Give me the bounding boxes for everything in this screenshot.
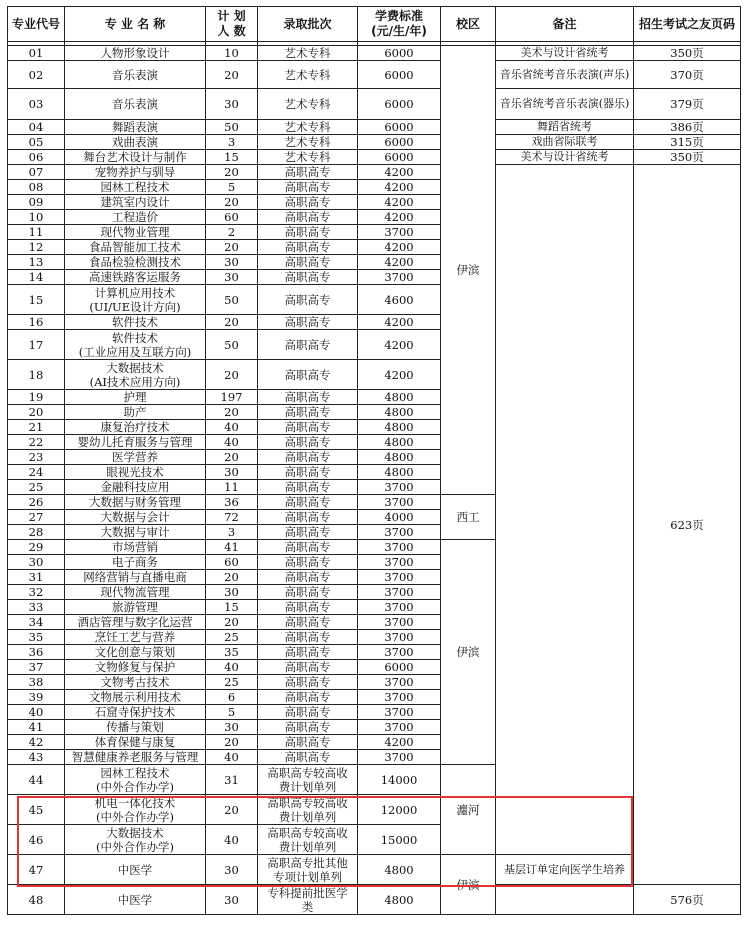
admission-plan-table bbox=[7, 6, 741, 915]
batch-cell: 艺术专科 bbox=[258, 150, 358, 165]
name-cell: 金融科技应用 bbox=[65, 480, 206, 495]
name-cell: 婴幼儿托育服务与管理 bbox=[65, 435, 206, 450]
name-cell: 现代物业管理 bbox=[65, 225, 206, 240]
header-row bbox=[8, 7, 741, 42]
fee-cell: 3700 bbox=[358, 525, 441, 540]
batch-cell: 高职高专较高收 费计划单列 bbox=[258, 795, 358, 825]
name-cell: 文化创意与策划 bbox=[65, 645, 206, 660]
plan-cell: 40 bbox=[206, 660, 258, 675]
code-cell: 39 bbox=[8, 690, 65, 705]
batch-cell: 高职高专 bbox=[258, 690, 358, 705]
code-cell: 13 bbox=[8, 255, 65, 270]
name-cell: 现代物流管理 bbox=[65, 585, 206, 600]
code-cell: 38 bbox=[8, 675, 65, 690]
fee-cell: 4800 bbox=[358, 390, 441, 405]
admission-plan-table-container bbox=[7, 6, 740, 915]
fee-cell: 3700 bbox=[358, 570, 441, 585]
batch-cell: 高职高专 bbox=[258, 390, 358, 405]
note-cell bbox=[496, 165, 634, 855]
fee-cell: 4200 bbox=[358, 210, 441, 225]
plan-cell: 30 bbox=[206, 465, 258, 480]
name-cell: 中医学 bbox=[65, 885, 206, 915]
plan-cell: 3 bbox=[206, 525, 258, 540]
code-cell: 34 bbox=[8, 615, 65, 630]
fee-cell: 3700 bbox=[358, 225, 441, 240]
plan-cell: 41 bbox=[206, 540, 258, 555]
plan-cell: 2 bbox=[206, 225, 258, 240]
fee-cell: 14000 bbox=[358, 765, 441, 795]
plan-cell: 36 bbox=[206, 495, 258, 510]
fee-cell: 3700 bbox=[358, 720, 441, 735]
plan-cell: 50 bbox=[206, 120, 258, 135]
batch-cell: 高职高专 bbox=[258, 225, 358, 240]
fee-cell: 4800 bbox=[358, 405, 441, 420]
batch-cell: 艺术专科 bbox=[258, 46, 358, 61]
fee-cell: 4200 bbox=[358, 165, 441, 180]
batch-cell: 高职高专 bbox=[258, 270, 358, 285]
batch-cell: 高职高专 bbox=[258, 285, 358, 315]
fee-cell: 3700 bbox=[358, 495, 441, 510]
code-cell: 32 bbox=[8, 585, 65, 600]
batch-cell: 高职高专 bbox=[258, 495, 358, 510]
campus-cell: 伊滨 bbox=[441, 855, 496, 915]
fee-cell: 3700 bbox=[358, 480, 441, 495]
fee-cell: 3700 bbox=[358, 645, 441, 660]
batch-cell: 高职高专 bbox=[258, 750, 358, 765]
name-cell: 大数据与财务管理 bbox=[65, 495, 206, 510]
batch-cell: 高职高专 bbox=[258, 675, 358, 690]
code-cell: 04 bbox=[8, 120, 65, 135]
batch-cell: 高职高专 bbox=[258, 360, 358, 390]
name-cell: 文物修复与保护 bbox=[65, 660, 206, 675]
plan-cell: 31 bbox=[206, 765, 258, 795]
plan-cell: 20 bbox=[206, 450, 258, 465]
name-cell: 文物考古技术 bbox=[65, 675, 206, 690]
plan-cell: 20 bbox=[206, 315, 258, 330]
header-fee: 学费标准 (元/生/年) bbox=[358, 7, 441, 42]
name-cell: 园林工程技术 bbox=[65, 180, 206, 195]
code-cell: 27 bbox=[8, 510, 65, 525]
plan-cell: 15 bbox=[206, 600, 258, 615]
plan-cell: 20 bbox=[206, 240, 258, 255]
fee-cell: 4800 bbox=[358, 420, 441, 435]
batch-cell: 高职高专 bbox=[258, 210, 358, 225]
batch-cell: 高职高专 bbox=[258, 660, 358, 675]
name-cell: 大数据与审计 bbox=[65, 525, 206, 540]
code-cell: 37 bbox=[8, 660, 65, 675]
note-cell: 美术与设计省统考 bbox=[496, 150, 634, 165]
page-cell: 623页 bbox=[634, 165, 741, 885]
fee-cell: 3700 bbox=[358, 750, 441, 765]
plan-cell: 30 bbox=[206, 585, 258, 600]
name-cell: 文物展示利用技术 bbox=[65, 690, 206, 705]
code-cell: 18 bbox=[8, 360, 65, 390]
name-cell: 中医学 bbox=[65, 855, 206, 885]
fee-cell: 4200 bbox=[358, 180, 441, 195]
fee-cell: 6000 bbox=[358, 46, 441, 61]
page-cell: 370页 bbox=[634, 61, 741, 89]
batch-cell: 艺术专科 bbox=[258, 89, 358, 120]
fee-cell: 4800 bbox=[358, 435, 441, 450]
plan-cell: 35 bbox=[206, 645, 258, 660]
fee-cell: 6000 bbox=[358, 150, 441, 165]
code-cell: 30 bbox=[8, 555, 65, 570]
batch-cell: 高职高专 bbox=[258, 705, 358, 720]
fee-cell: 4200 bbox=[358, 195, 441, 210]
name-cell: 人物形象设计 bbox=[65, 46, 206, 61]
batch-cell: 艺术专科 bbox=[258, 135, 358, 150]
code-cell: 05 bbox=[8, 135, 65, 150]
header-note: 备注 bbox=[496, 7, 634, 42]
name-cell: 戏曲表演 bbox=[65, 135, 206, 150]
fee-cell: 6000 bbox=[358, 660, 441, 675]
code-cell: 28 bbox=[8, 525, 65, 540]
plan-cell: 50 bbox=[206, 285, 258, 315]
code-cell: 48 bbox=[8, 885, 65, 915]
table-row bbox=[8, 165, 741, 180]
code-cell: 23 bbox=[8, 450, 65, 465]
fee-cell: 4200 bbox=[358, 240, 441, 255]
table-row bbox=[8, 46, 741, 61]
batch-cell: 高职高专 bbox=[258, 480, 358, 495]
code-cell: 15 bbox=[8, 285, 65, 315]
name-cell: 舞台艺术设计与制作 bbox=[65, 150, 206, 165]
code-cell: 11 bbox=[8, 225, 65, 240]
fee-cell: 6000 bbox=[358, 120, 441, 135]
fee-cell: 12000 bbox=[358, 795, 441, 825]
plan-cell: 20 bbox=[206, 615, 258, 630]
name-cell: 软件技术 bbox=[65, 315, 206, 330]
fee-cell: 3700 bbox=[358, 675, 441, 690]
batch-cell: 高职高专 bbox=[258, 570, 358, 585]
campus-cell: 伊滨 bbox=[441, 46, 496, 495]
fee-cell: 4800 bbox=[358, 855, 441, 885]
name-cell: 大数据技术 (AI技术应用方向) bbox=[65, 360, 206, 390]
fee-cell: 3700 bbox=[358, 540, 441, 555]
batch-cell: 高职高专 bbox=[258, 405, 358, 420]
code-cell: 47 bbox=[8, 855, 65, 885]
plan-cell: 20 bbox=[206, 570, 258, 585]
code-cell: 44 bbox=[8, 765, 65, 795]
name-cell: 软件技术 (工业应用及互联方向) bbox=[65, 330, 206, 360]
name-cell: 建筑室内设计 bbox=[65, 195, 206, 210]
fee-cell: 3700 bbox=[358, 615, 441, 630]
name-cell: 园林工程技术 (中外合作办学) bbox=[65, 765, 206, 795]
plan-cell: 40 bbox=[206, 435, 258, 450]
batch-cell: 高职高专 bbox=[258, 630, 358, 645]
plan-cell: 6 bbox=[206, 690, 258, 705]
plan-cell: 5 bbox=[206, 705, 258, 720]
fee-cell: 4800 bbox=[358, 885, 441, 915]
plan-cell: 10 bbox=[206, 46, 258, 61]
fee-cell: 6000 bbox=[358, 61, 441, 89]
table-row bbox=[8, 89, 741, 120]
fee-cell: 3700 bbox=[358, 630, 441, 645]
name-cell: 音乐表演 bbox=[65, 89, 206, 120]
batch-cell: 高职高专 bbox=[258, 720, 358, 735]
name-cell: 计算机应用技术 (UI/UE设计方向) bbox=[65, 285, 206, 315]
batch-cell: 高职高专 bbox=[258, 525, 358, 540]
code-cell: 12 bbox=[8, 240, 65, 255]
batch-cell: 高职高专 bbox=[258, 180, 358, 195]
fee-cell: 4200 bbox=[358, 255, 441, 270]
code-cell: 16 bbox=[8, 315, 65, 330]
name-cell: 医学营养 bbox=[65, 450, 206, 465]
batch-cell: 高职高专 bbox=[258, 450, 358, 465]
fee-cell: 3700 bbox=[358, 555, 441, 570]
code-cell: 14 bbox=[8, 270, 65, 285]
campus-cell: 西工 bbox=[441, 495, 496, 540]
code-cell: 20 bbox=[8, 405, 65, 420]
name-cell: 智慧健康养老服务与管理 bbox=[65, 750, 206, 765]
name-cell: 护理 bbox=[65, 390, 206, 405]
plan-cell: 11 bbox=[206, 480, 258, 495]
plan-cell: 20 bbox=[206, 795, 258, 825]
page-cell: 315页 bbox=[634, 135, 741, 150]
name-cell: 网络营销与直播电商 bbox=[65, 570, 206, 585]
table-row bbox=[8, 885, 741, 915]
code-cell: 43 bbox=[8, 750, 65, 765]
plan-cell: 50 bbox=[206, 330, 258, 360]
plan-cell: 30 bbox=[206, 89, 258, 120]
fee-cell: 4800 bbox=[358, 450, 441, 465]
batch-cell: 高职高专 bbox=[258, 255, 358, 270]
fee-cell: 3700 bbox=[358, 690, 441, 705]
code-cell: 41 bbox=[8, 720, 65, 735]
fee-cell: 3700 bbox=[358, 705, 441, 720]
fee-cell: 3700 bbox=[358, 270, 441, 285]
code-cell: 36 bbox=[8, 645, 65, 660]
code-cell: 09 bbox=[8, 195, 65, 210]
batch-cell: 高职高专较高收 费计划单列 bbox=[258, 825, 358, 855]
code-cell: 06 bbox=[8, 150, 65, 165]
header-code: 专业代号 bbox=[8, 7, 65, 42]
plan-cell: 20 bbox=[206, 195, 258, 210]
campus-cell: 伊滨 bbox=[441, 540, 496, 765]
code-cell: 03 bbox=[8, 89, 65, 120]
code-cell: 46 bbox=[8, 825, 65, 855]
page-cell: 576页 bbox=[634, 885, 741, 915]
batch-cell: 艺术专科 bbox=[258, 61, 358, 89]
page-cell: 350页 bbox=[634, 46, 741, 61]
plan-cell: 40 bbox=[206, 420, 258, 435]
fee-cell: 4200 bbox=[358, 735, 441, 750]
fee-cell: 4800 bbox=[358, 465, 441, 480]
plan-cell: 40 bbox=[206, 750, 258, 765]
name-cell: 石窟寺保护技术 bbox=[65, 705, 206, 720]
note-cell: 美术与设计省统考 bbox=[496, 46, 634, 61]
table-row bbox=[8, 855, 741, 885]
plan-cell: 20 bbox=[206, 735, 258, 750]
batch-cell: 高职高专 bbox=[258, 165, 358, 180]
batch-cell: 高职高专 bbox=[258, 510, 358, 525]
fee-cell: 3700 bbox=[358, 600, 441, 615]
batch-cell: 高职高专 bbox=[258, 330, 358, 360]
code-cell: 21 bbox=[8, 420, 65, 435]
name-cell: 宠物养护与驯导 bbox=[65, 165, 206, 180]
name-cell: 旅游管理 bbox=[65, 600, 206, 615]
code-cell: 19 bbox=[8, 390, 65, 405]
code-cell: 31 bbox=[8, 570, 65, 585]
name-cell: 电子商务 bbox=[65, 555, 206, 570]
code-cell: 24 bbox=[8, 465, 65, 480]
name-cell: 工程造价 bbox=[65, 210, 206, 225]
batch-cell: 高职高专 bbox=[258, 585, 358, 600]
note-cell: 戏曲省际联考 bbox=[496, 135, 634, 150]
batch-cell: 高职高专 bbox=[258, 645, 358, 660]
plan-cell: 20 bbox=[206, 405, 258, 420]
plan-cell: 40 bbox=[206, 825, 258, 855]
batch-cell: 高职高专 bbox=[258, 465, 358, 480]
name-cell: 康复治疗技术 bbox=[65, 420, 206, 435]
batch-cell: 高职高专 bbox=[258, 435, 358, 450]
plan-cell: 15 bbox=[206, 150, 258, 165]
name-cell: 酒店管理与数字化运营 bbox=[65, 615, 206, 630]
plan-cell: 30 bbox=[206, 255, 258, 270]
plan-cell: 20 bbox=[206, 61, 258, 89]
plan-cell: 30 bbox=[206, 885, 258, 915]
fee-cell: 15000 bbox=[358, 825, 441, 855]
batch-cell: 高职高专 bbox=[258, 735, 358, 750]
table-row bbox=[8, 150, 741, 165]
name-cell: 食品智能加工技术 bbox=[65, 240, 206, 255]
table-row bbox=[8, 61, 741, 89]
fee-cell: 3700 bbox=[358, 585, 441, 600]
note-cell: 舞蹈省统考 bbox=[496, 120, 634, 135]
name-cell: 市场营销 bbox=[65, 540, 206, 555]
note-cell bbox=[496, 885, 634, 915]
note-cell: 基层订单定向医学生培养 bbox=[496, 855, 634, 885]
code-cell: 29 bbox=[8, 540, 65, 555]
name-cell: 食品检验检测技术 bbox=[65, 255, 206, 270]
plan-cell: 72 bbox=[206, 510, 258, 525]
batch-cell: 高职高专 bbox=[258, 615, 358, 630]
name-cell: 体育保健与康复 bbox=[65, 735, 206, 750]
plan-cell: 20 bbox=[206, 165, 258, 180]
fee-cell: 4200 bbox=[358, 315, 441, 330]
name-cell: 烹饪工艺与营养 bbox=[65, 630, 206, 645]
code-cell: 17 bbox=[8, 330, 65, 360]
fee-cell: 4600 bbox=[358, 285, 441, 315]
fee-cell: 6000 bbox=[358, 89, 441, 120]
plan-cell: 60 bbox=[206, 210, 258, 225]
campus-cell: 瀍河 bbox=[441, 765, 496, 855]
code-cell: 22 bbox=[8, 435, 65, 450]
table-body bbox=[8, 46, 741, 915]
header-batch: 录取批次 bbox=[258, 7, 358, 42]
plan-cell: 197 bbox=[206, 390, 258, 405]
fee-cell: 4000 bbox=[358, 510, 441, 525]
page-cell: 379页 bbox=[634, 89, 741, 120]
code-cell: 08 bbox=[8, 180, 65, 195]
code-cell: 40 bbox=[8, 705, 65, 720]
batch-cell: 高职高专 bbox=[258, 195, 358, 210]
page-cell: 350页 bbox=[634, 150, 741, 165]
fee-cell: 6000 bbox=[358, 135, 441, 150]
name-cell: 音乐表演 bbox=[65, 61, 206, 89]
name-cell: 机电一体化技术 (中外合作办学) bbox=[65, 795, 206, 825]
name-cell: 大数据与会计 bbox=[65, 510, 206, 525]
note-cell: 音乐省统考音乐表演(器乐) bbox=[496, 89, 634, 120]
plan-cell: 30 bbox=[206, 270, 258, 285]
plan-cell: 30 bbox=[206, 720, 258, 735]
batch-cell: 高职高专 bbox=[258, 600, 358, 615]
code-cell: 10 bbox=[8, 210, 65, 225]
name-cell: 传播与策划 bbox=[65, 720, 206, 735]
code-cell: 01 bbox=[8, 46, 65, 61]
note-cell: 音乐省统考音乐表演(声乐) bbox=[496, 61, 634, 89]
fee-cell: 4200 bbox=[358, 330, 441, 360]
batch-cell: 专科提前批医学 类 bbox=[258, 885, 358, 915]
code-cell: 35 bbox=[8, 630, 65, 645]
header-name: 专 业 名 称 bbox=[65, 7, 206, 42]
code-cell: 25 bbox=[8, 480, 65, 495]
plan-cell: 25 bbox=[206, 675, 258, 690]
name-cell: 大数据技术 (中外合作办学) bbox=[65, 825, 206, 855]
batch-cell: 高职高专批其他 专项计划单列 bbox=[258, 855, 358, 885]
plan-cell: 5 bbox=[206, 180, 258, 195]
name-cell: 舞蹈表演 bbox=[65, 120, 206, 135]
table-row bbox=[8, 135, 741, 150]
plan-cell: 30 bbox=[206, 855, 258, 885]
name-cell: 眼视光技术 bbox=[65, 465, 206, 480]
batch-cell: 高职高专 bbox=[258, 555, 358, 570]
code-cell: 07 bbox=[8, 165, 65, 180]
code-cell: 33 bbox=[8, 600, 65, 615]
plan-cell: 60 bbox=[206, 555, 258, 570]
batch-cell: 艺术专科 bbox=[258, 120, 358, 135]
code-cell: 02 bbox=[8, 61, 65, 89]
plan-cell: 20 bbox=[206, 360, 258, 390]
code-cell: 42 bbox=[8, 735, 65, 750]
batch-cell: 高职高专较高收 费计划单列 bbox=[258, 765, 358, 795]
header-page: 招生考试之友页码 bbox=[634, 7, 741, 42]
plan-cell: 3 bbox=[206, 135, 258, 150]
code-cell: 26 bbox=[8, 495, 65, 510]
table-row bbox=[8, 120, 741, 135]
name-cell: 助产 bbox=[65, 405, 206, 420]
header-campus: 校区 bbox=[441, 7, 496, 42]
batch-cell: 高职高专 bbox=[258, 315, 358, 330]
plan-cell: 25 bbox=[206, 630, 258, 645]
batch-cell: 高职高专 bbox=[258, 240, 358, 255]
page-cell: 386页 bbox=[634, 120, 741, 135]
fee-cell: 4200 bbox=[358, 360, 441, 390]
code-cell: 45 bbox=[8, 795, 65, 825]
name-cell: 高速铁路客运服务 bbox=[65, 270, 206, 285]
batch-cell: 高职高专 bbox=[258, 540, 358, 555]
header-plan: 计 划 人 数 bbox=[206, 7, 258, 42]
batch-cell: 高职高专 bbox=[258, 420, 358, 435]
